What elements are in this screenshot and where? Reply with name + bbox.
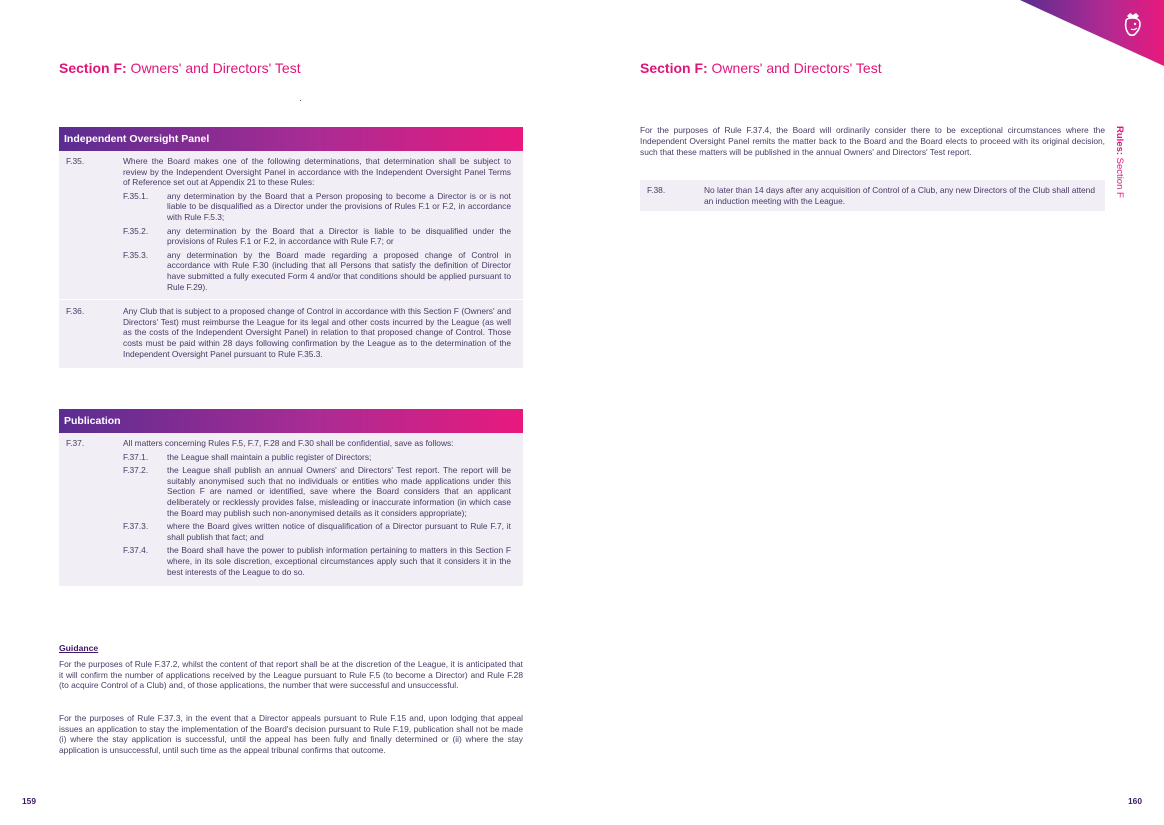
guidance-paragraph: For the purposes of Rule F.37.2, whilst the content of that report shall be at the discretion of the League, it is anticipated that it will confirm the number of applications received by the League pursuant to Rule F.5 (to become a Director) and Rule F.28 (to acquire Control of a Club) and, of those applications, the number that were successful and unsuccessful. bbox=[59, 659, 523, 691]
side-tab-label: Rules: Section F bbox=[1114, 126, 1125, 198]
sub-rule bbox=[123, 545, 511, 577]
publication-panel-box bbox=[59, 409, 523, 586]
sub-rule-number: F.37.3. bbox=[123, 521, 149, 532]
sub-rule bbox=[123, 226, 511, 247]
rule-number: F.38. bbox=[647, 185, 666, 195]
panel-body bbox=[59, 151, 523, 368]
rule-f38 bbox=[640, 180, 1105, 211]
sub-rule bbox=[123, 521, 511, 542]
panel-body bbox=[59, 433, 523, 586]
section-title: Section F: Owners' and Directors' Test bbox=[640, 60, 882, 76]
right-page bbox=[582, 0, 1164, 825]
sub-rule bbox=[123, 452, 511, 463]
panel-header: Publication bbox=[59, 409, 523, 433]
sub-rule-text: the Board shall have the power to publish information pertaining to matters in this Section F where, in its sole discretion, exceptional circumstances apply such that it considers it in the best interests of the League to do so. bbox=[167, 545, 511, 577]
stray-mark bbox=[300, 100, 301, 101]
independent-oversight-panel-box bbox=[59, 127, 523, 368]
sub-rule-text: the League shall maintain a public register of Directors; bbox=[167, 451, 372, 462]
intro-paragraph: For the purposes of Rule F.37.4, the Board will ordinarily consider there to be exceptional circumstances where the Independent Oversight Panel remits the matter back to the Board and the Board elects to proceed with its original decision, such that these matters will be published in the annual Owners' and Directors' Test report. bbox=[640, 125, 1105, 157]
sub-rule-number: F.35.1. bbox=[123, 190, 149, 201]
section-title: Section F: Owners' and Directors' Test bbox=[59, 60, 301, 76]
sub-rule-text: the League shall publish an annual Owners' and Directors' Test report. The report will be suitably anonymised such that no individuals or entities who made applications under this Section F are named or identified, save where the Board considers that an applicant deliberately or recklessly provides false, misleading or inaccurate information (in which case the Board may publish such non-anonymised details as it considers appropriate); bbox=[167, 465, 511, 518]
panel-header: Independent Oversight Panel bbox=[59, 127, 523, 151]
sub-rule-number: F.37.4. bbox=[123, 545, 149, 556]
rule-f36 bbox=[59, 299, 523, 359]
rule-text: No later than 14 days after any acquisition of Control of a Club, any new Directors of the Club shall attend an induction meeting with the League. bbox=[704, 185, 1095, 206]
rule-number: F.35. bbox=[66, 156, 85, 166]
rule-f35 bbox=[66, 156, 511, 292]
sub-rule-number: F.37.1. bbox=[123, 451, 149, 462]
sub-rule-number: F.35.2. bbox=[123, 225, 149, 236]
sub-rule-text: where the Board gives written notice of disqualification of a Director pursuant to Rule F.7, it shall publish that fact; and bbox=[167, 521, 511, 542]
rule-text: All matters concerning Rules F.5, F.7, F.28 and F.30 shall be confidential, save as follows: bbox=[123, 438, 454, 448]
page-number: 159 bbox=[22, 796, 36, 806]
rule-number: F.37. bbox=[66, 438, 85, 448]
page-number: 160 bbox=[1128, 796, 1142, 806]
sub-rule-text: any determination by the Board that a Director is liable to be disqualified under the provisions of Rules F.1 or F.2, in accordance with Rule F.7; or bbox=[167, 225, 511, 247]
sub-rule-number: F.37.2. bbox=[123, 465, 149, 476]
sub-rule-text: any determination by the Board made regarding a proposed change of Control in accordance with Rule F.30 (including that all Persons that satisfy the definition of Director have submitted a fully executed Form 4 and/or that conditions should be applied pursuant to Rule F.29). bbox=[167, 249, 511, 292]
rule-text: Any Club that is subject to a proposed change of Control in accordance with this Section F (Owners' and Directors' Test) must reimburse the League for its legal and other costs incurred by the League (as well as the costs of the Independent Oversight Panel) in relation to that proposed change of Control. Those costs must be paid within 28 days following confirmation by the League as to the determination of the Independent Oversight Panel pursuant to Rule F.35.3. bbox=[123, 306, 511, 359]
lion-logo-icon bbox=[1122, 12, 1144, 38]
sub-rule bbox=[123, 465, 511, 518]
rule-f37 bbox=[66, 438, 511, 577]
rule-number: F.36. bbox=[66, 306, 85, 317]
sub-rule bbox=[123, 250, 511, 292]
sub-rule bbox=[123, 191, 511, 223]
guidance-heading: Guidance bbox=[59, 643, 99, 653]
sub-rule-text: any determination by the Board that a Person proposing to become a Director is or is not liable to be disqualified as a Director under the provisions of Rules F.1 or F.2, in accordance with Rule F.5.3; bbox=[167, 190, 511, 222]
guidance-paragraph: For the purposes of Rule F.37.3, in the event that a Director appeals pursuant to Rule F.15 and, upon lodging that appeal issues an application to stay the implementation of the Board's decision pursuant to Rule F.19, publication shall not be made (i) where the stay application is successful, until the appeal has been fully and finally determined or (ii) where the stay application is unsuccessful, until such time as the appeal tribunal confirms that outcome. bbox=[59, 713, 523, 755]
rule-text: Where the Board makes one of the following determinations, that determination shall be subject to review by the Independent Oversight Panel in accordance with the Independent Oversight Panel Terms of Reference set out at Appendix 21 to these Rules: bbox=[123, 156, 511, 188]
sub-rule-number: F.35.3. bbox=[123, 249, 149, 260]
